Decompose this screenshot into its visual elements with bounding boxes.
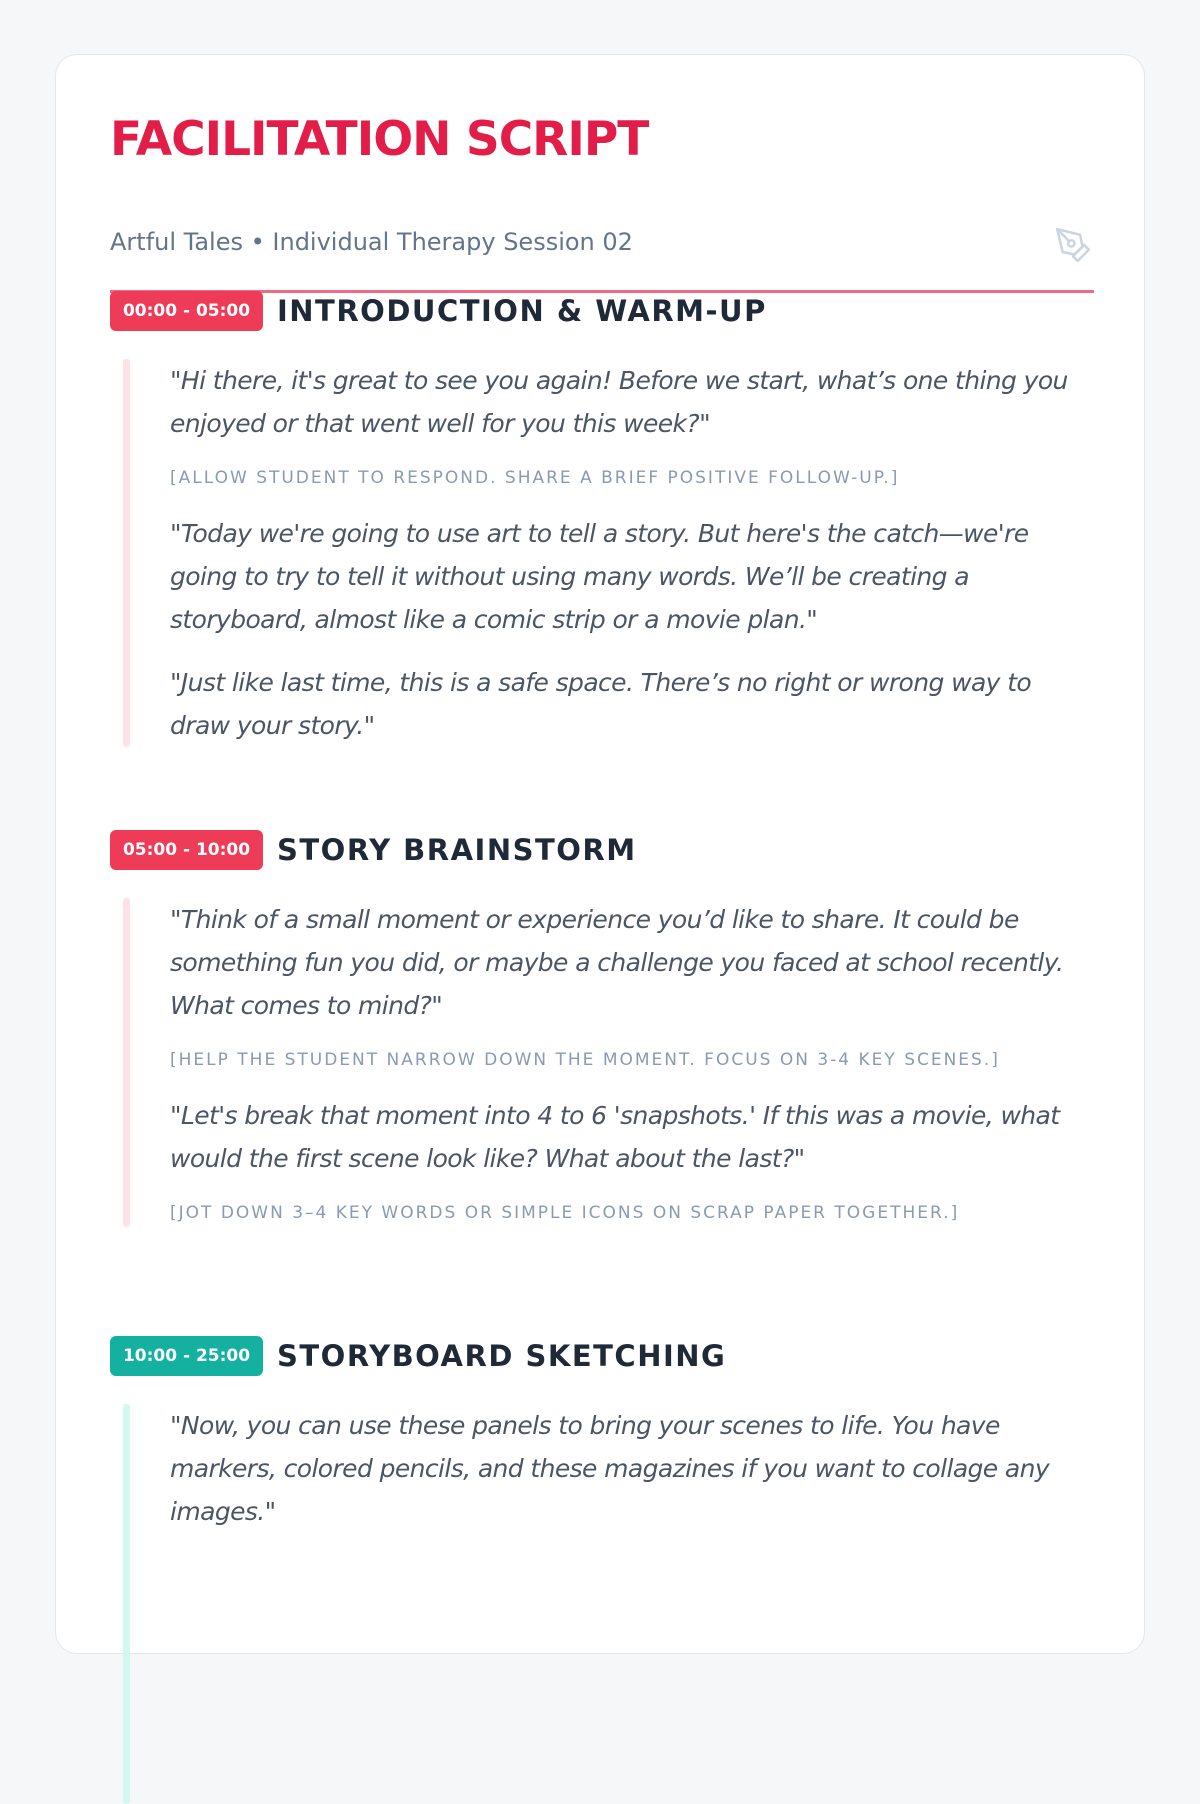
section-body: [110, 898, 1094, 1227]
section-body: [110, 1404, 1094, 1804]
facilitator-note: [JOT DOWN 3–4 KEY WORDS OR SIMPLE ICONS ON SCRAP PAPER TOGETHER.]: [170, 1203, 960, 1223]
time-badge: 05:00 - 10:00: [110, 830, 263, 870]
session-subtitle: Artful Tales • Individual Therapy Session 02: [110, 228, 633, 256]
script-quote: "Today we're going to use art to tell a story. But here's the catch—we're going to try to tell it without using many words. We’ll be creating a storyboard, almost like a comic strip or a movie plan.": [170, 519, 1029, 634]
facilitator-note: [HELP THE STUDENT NARROW DOWN THE MOMENT. FOCUS ON 3-4 KEY SCENES.]: [170, 1050, 1000, 1070]
section-accent-bar: [123, 1404, 130, 1804]
section-introduction: [110, 291, 1094, 747]
script-quote: "Let's break that moment into 4 to 6 'snapshots.' If this was a movie, what would the first scene look like? What about the last?": [170, 1101, 1060, 1173]
pen-nib-icon: [1054, 226, 1092, 264]
facilitator-note: [ALLOW STUDENT TO RESPOND. SHARE A BRIEF POSITIVE FOLLOW-UP.]: [170, 468, 900, 488]
section-story-brainstorm: [110, 830, 1094, 1227]
page-title: FACILITATION SCRIPT: [110, 112, 649, 167]
section-accent-bar: [123, 898, 130, 1227]
section-storyboard-sketching: [110, 1336, 1094, 1804]
script-quote: "Hi there, it's great to see you again! Before we start, what’s one thing you enjoyed or that went well for you this week?": [170, 366, 1068, 438]
time-badge: 10:00 - 25:00: [110, 1336, 263, 1376]
section-accent-bar: [123, 359, 130, 747]
section-title: INTRODUCTION & WARM-UP: [277, 294, 767, 328]
section-title: STORY BRAINSTORM: [277, 833, 637, 867]
script-header: [110, 113, 1094, 293]
script-card: [55, 54, 1145, 1654]
section-body: [110, 359, 1094, 747]
time-badge: 00:00 - 05:00: [110, 291, 263, 331]
script-quote: "Just like last time, this is a safe space. There’s no right or wrong way to draw your story.": [170, 668, 1032, 740]
section-header: [110, 830, 1094, 872]
section-header: [110, 291, 1094, 333]
script-quote: "Think of a small moment or experience you’d like to share. It could be something fun you did, or maybe a challenge you faced at school recently. What comes to mind?": [170, 905, 1064, 1020]
script-quote: "Now, you can use these panels to bring your scenes to life. You have markers, colored pencils, and these magazines if you want to collage any images.": [170, 1411, 1050, 1526]
section-header: [110, 1336, 1094, 1378]
section-title: STORYBOARD SKETCHING: [277, 1339, 727, 1373]
